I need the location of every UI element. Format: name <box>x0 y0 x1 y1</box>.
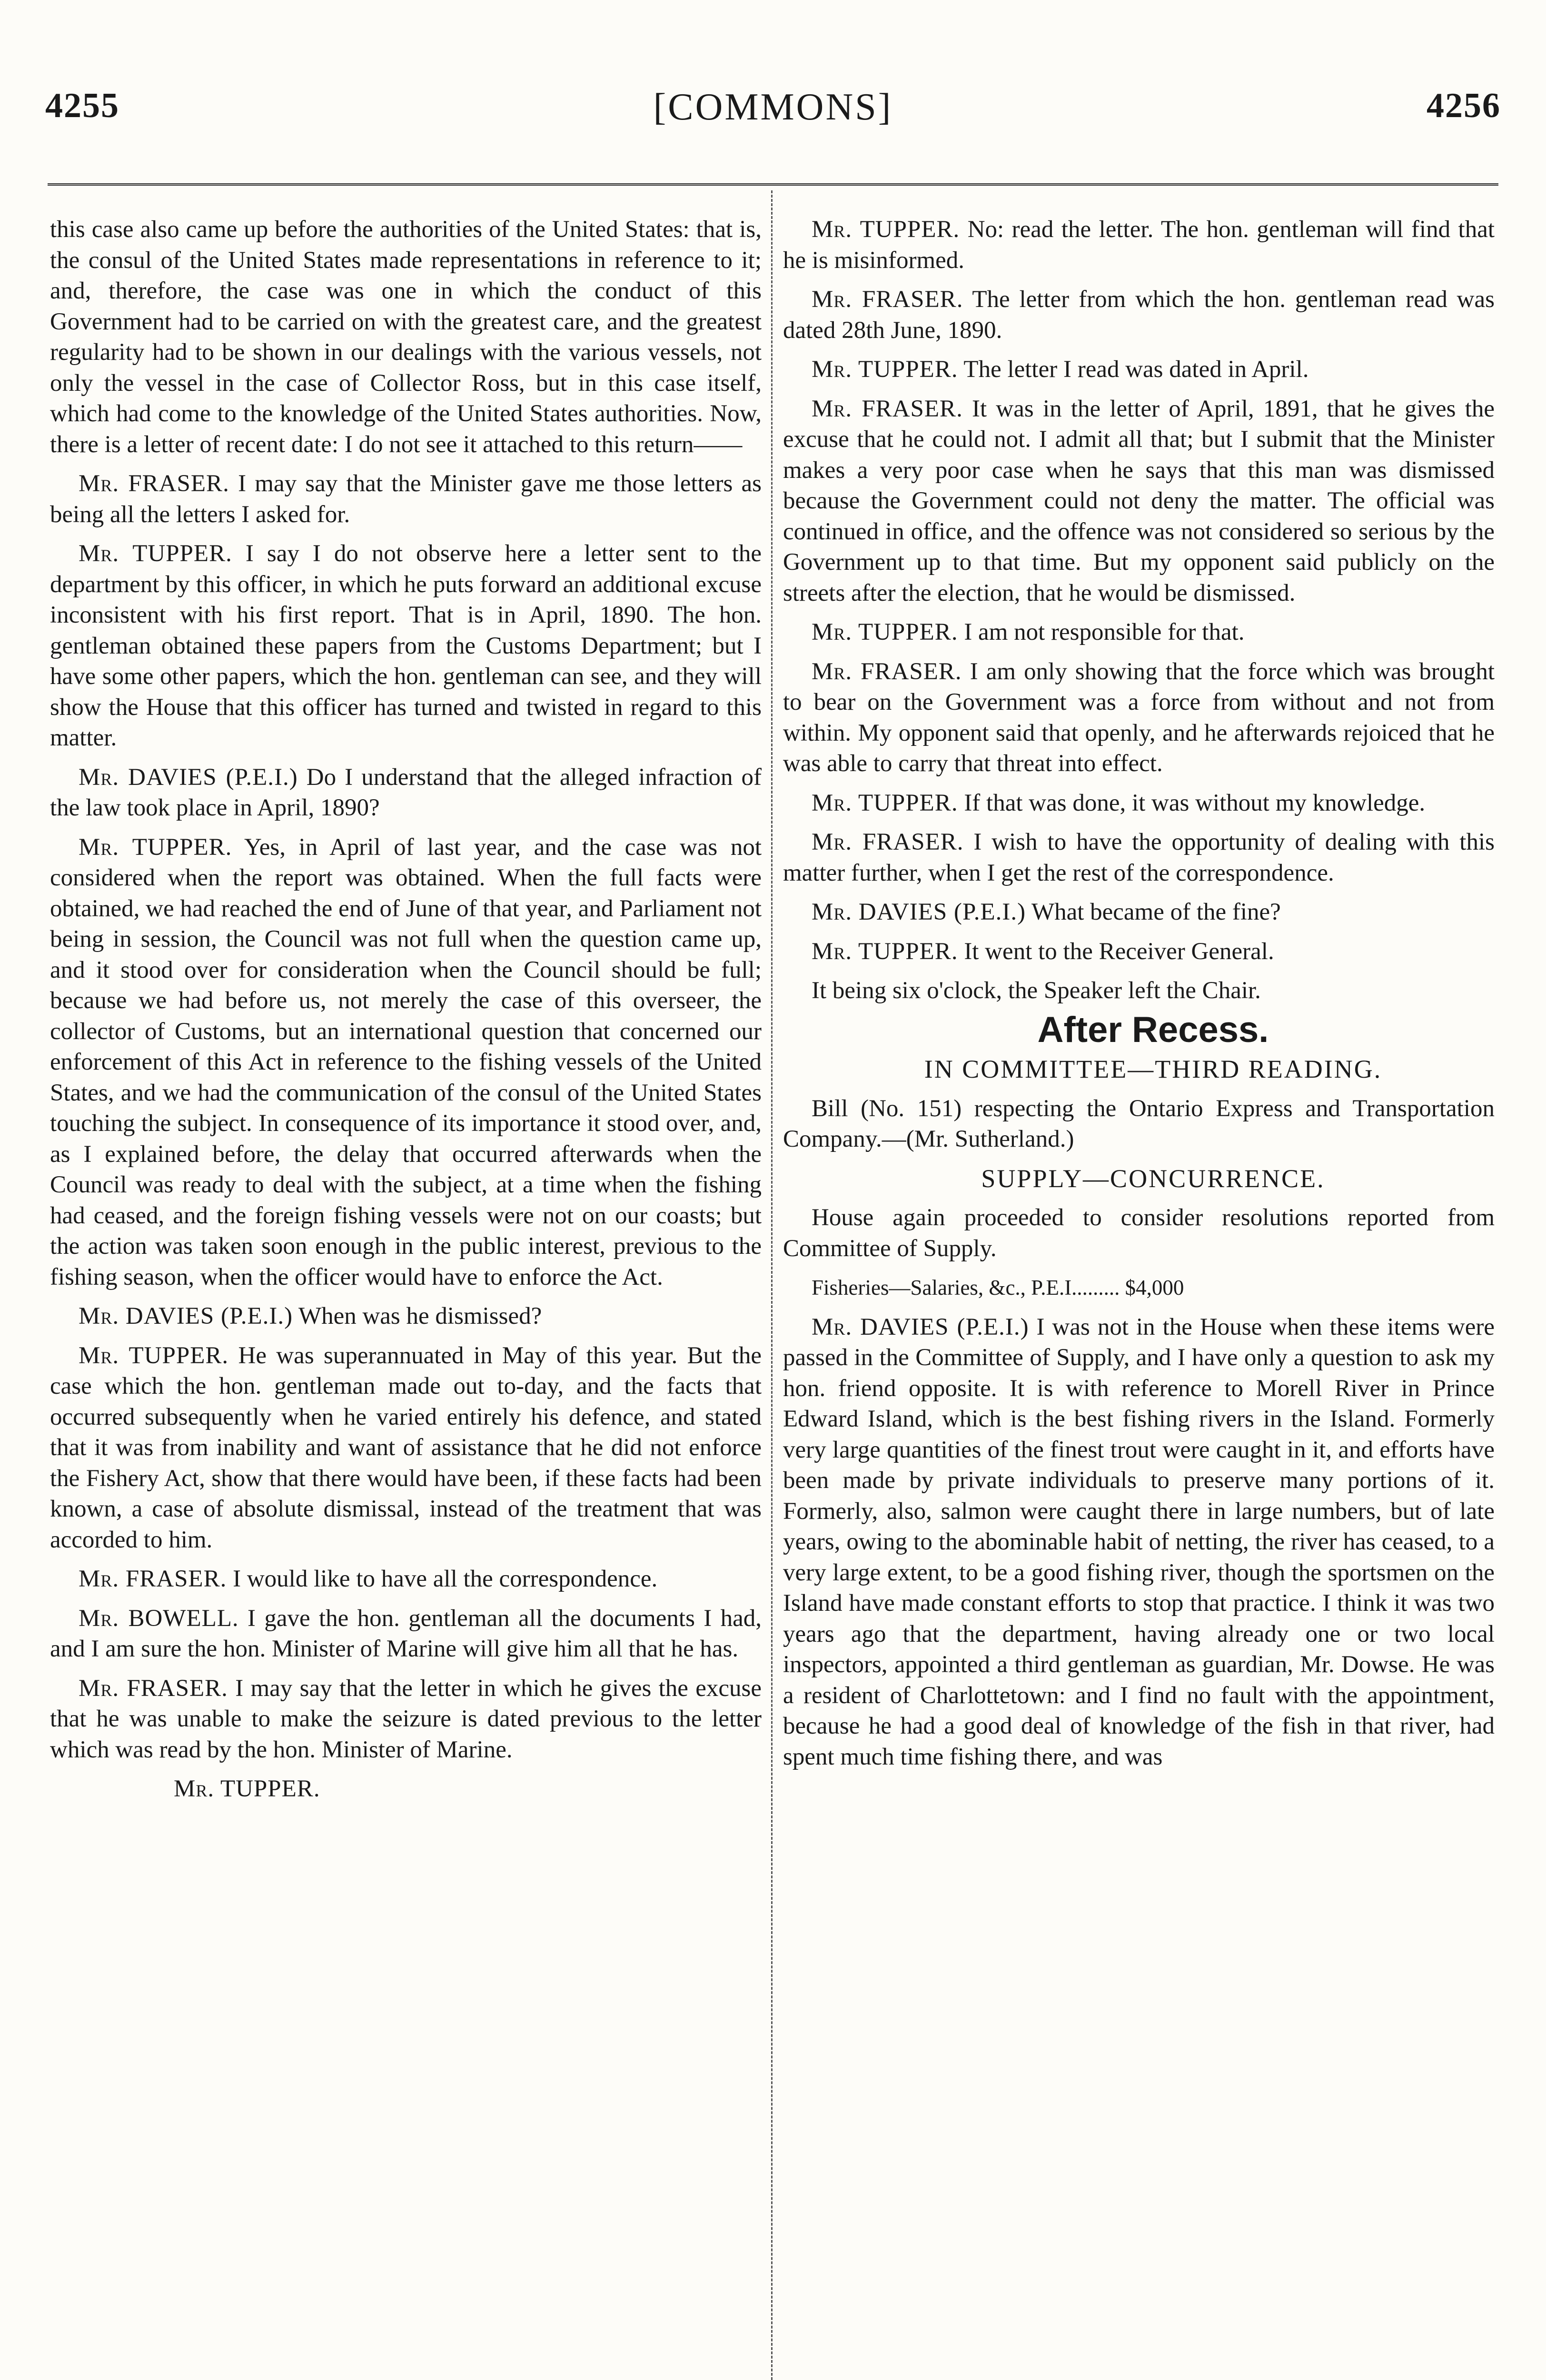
right-column <box>783 214 1495 2380</box>
speaker: Mr. TUPPER. <box>812 789 958 816</box>
left-column <box>50 214 762 2380</box>
speaker: Mr. TUPPER. <box>812 356 958 383</box>
left-page-number: 4255 <box>45 86 119 125</box>
supply-heading: SUPPLY—CONCURRENCE. <box>981 1164 1325 1193</box>
speaker: Mr. TUPPER. <box>812 619 958 645</box>
paragraph: Mr. FRASER. I may say that the letter in which he gives the excuse that he was unable to make the seizure is dated previous to the letter which was read by the hon. Minister of Marine. <box>50 1675 762 1763</box>
bill-paragraph: Bill (No. 151) respecting the Ontario Express and Transportation Company.—(Mr. Sutherland.) <box>783 1095 1495 1152</box>
paragraph: Mr. FRASER. It was in the letter of April, 1891, that he gives the excuse that he could not. I admit all that; but I submit that the Minister makes a very poor case when he says that this man was dismissed because the Government could not deny the matter. The official was continued in office, and the offence was not considered so serious by the Government up to that time. But my opponent said publicly on the streets after the election, that he would be dismissed. <box>783 395 1495 606</box>
speaker: Mr. FRASER. <box>79 470 229 497</box>
header-rule <box>48 183 1498 186</box>
catchword: Mr. TUPPER. <box>174 1775 320 1802</box>
paragraph: Mr. DAVIES (P.E.I.) I was not in the House when these items were passed in the Committee of Supply, and I have only a question to ask my hon. friend opposite. It is with reference to Morell River in Prince Edward Island, which is the best fishing rivers in the Island. Formerly very large quantities of the finest trout were caught in it, and efforts have been made by private individuals to preserve many portions of it. Formerly, also, salmon were caught there in large numbers, but of late years, owing to the abominable habit of netting, the river has ceased, to a very large extent, to be a good fishing river, though the sportsmen on the Island have made constant efforts to stop that practice. I think it was two years ago that the department, having already one or two local inspectors, appointed a third gentleman as guardian, Mr. Dowse. He was a resident of Charlottetown: and I find no fault with the appointment, because he had a good deal of knowledge of the fish in that river, had spent much time fishing there, and was <box>783 1313 1495 1770</box>
speaker: Mr. TUPPER. <box>79 1342 229 1369</box>
speaker: Mr. DAVIES (P.E.I.) <box>812 1313 1029 1340</box>
speaker: Mr. TUPPER. <box>79 833 232 861</box>
paragraph: Mr. FRASER. I would like to have all the correspondence. <box>79 1566 658 1592</box>
page-header <box>45 86 1501 138</box>
paragraph: Mr. TUPPER. Yes, in April of last year, and the case was not considered when the report was obtained. When the full facts were obtained, we had reached the end of June of that year, and Parliament not being in session, the Council was not full when the question came up, and it stood over for consideration when the Council should be full; because we had before us, not merely the case of this overseer, the collector of Customs, but an international question that concerned our enforcement of this Act in reference to the fishing vessels of the United States, and we had the communication of the consul of the United States touching the subject. In consequence of its importance it stood over, and, as I explained before, the delay that occurred afterwards when the Council was ready to deal with the subject, at a time when the fishing had ceased, and the foreign fishing vessels were not on our coasts; but the action was taken soon enough in the public interest, previous to the fishing season, when the officer would have to enforce the Act. <box>50 833 762 1290</box>
paragraph: Mr. TUPPER. It went to the Receiver General. <box>812 938 1274 965</box>
paragraph: Mr. FRASER. The letter from which the hon. gentleman read was dated 28th June, 1890. <box>783 286 1495 344</box>
supply-paragraph: House again proceeded to consider resolutions reported from Committee of Supply. <box>783 1204 1495 1262</box>
speaker: Mr. DAVIES (P.E.I.) <box>812 899 1026 925</box>
paragraph: Mr. TUPPER. I am not responsible for that. <box>812 619 1245 645</box>
speaker: Mr. TUPPER. <box>812 938 958 965</box>
paragraph: Mr. FRASER. I may say that the Minister gave me those letters as being all the letters I asked for. <box>50 470 762 528</box>
paragraph: Mr. DAVIES (P.E.I.) Do I understand that the alleged infraction of the law took place in April, 1890? <box>50 764 762 821</box>
paragraph: Mr. TUPPER. The letter I read was dated in April. <box>812 356 1309 383</box>
speaker: Mr. TUPPER. <box>79 540 232 567</box>
paragraph: Mr. BOWELL. I gave the hon. gentleman all the documents I had, and I am sure the hon. Minister of Marine will give him all that he has. <box>50 1605 762 1662</box>
paragraph: It being six o'clock, the Speaker left the Chair. <box>812 977 1261 1004</box>
paragraph: Mr. TUPPER. If that was done, it was without my knowledge. <box>812 789 1426 816</box>
speaker: Mr. TUPPER. <box>812 216 960 243</box>
estimate-item: Fisheries—Salaries, &c., P.E.I......... $4,000 <box>812 1276 1184 1299</box>
speaker: Mr. FRASER. <box>812 829 964 855</box>
committee-heading: IN COMMITTEE—THIRD READING. <box>924 1055 1382 1083</box>
speaker: Mr. FRASER. <box>812 286 963 313</box>
paragraph: Mr. FRASER. I wish to have the opportunity of dealing with this matter further, when I get the rest of the correspondence. <box>783 829 1495 886</box>
column-divider <box>771 190 773 2380</box>
paragraph: Mr. DAVIES (P.E.I.) What became of the fine? <box>812 899 1281 925</box>
page-title: [COMMONS] <box>653 86 893 128</box>
paragraph: this case also came up before the authorities of the United States: that is, the consul of the United States made representations in reference to it; and, therefore, the case was one in which the conduct of this Government had to be carried on with the greatest care, and the greatest regularity had to be shown in our dealings with the various vessels, not only the vessel in the case of Collector Ross, but in this case itself, which had come to the knowledge of the United States authorities. Now, there is a letter of recent date: I do not see it attached to this return—— <box>50 216 762 458</box>
paragraph: Mr. FRASER. I am only showing that the force which was brought to bear on the Government was a force from without and not from within. My opponent said that openly, and he afterwards rejoiced that he was able to carry that threat into effect. <box>783 658 1495 777</box>
speaker: Mr. FRASER. <box>79 1675 228 1702</box>
speaker: Mr. DAVIES (P.E.I.) <box>79 764 298 791</box>
speaker: Mr. FRASER. <box>812 658 962 685</box>
paragraph: Mr. TUPPER. No: read the letter. The hon. gentleman will find that he is misinformed. <box>783 216 1495 274</box>
speaker: Mr. FRASER. <box>79 1566 227 1592</box>
speaker: Mr. DAVIES (P.E.I.) <box>79 1303 293 1329</box>
speaker: Mr. BOWELL. <box>79 1605 239 1632</box>
right-page-number: 4256 <box>1427 86 1501 125</box>
speaker: Mr. FRASER. <box>812 395 963 422</box>
paragraph: Mr. TUPPER. He was superannuated in May of this year. But the case which the hon. gentleman made out to-day, and the facts that occurred subsequently when he varied entirely his defence, and stated that it was from inability and want of assistance that he did not enforce the Fishery Act, show that there would have been, if these facts had been known, a case of absolute dismissal, instead of the treatment that was accorded to him. <box>50 1342 762 1553</box>
paragraph: Mr. DAVIES (P.E.I.) When was he dismissed? <box>79 1303 542 1329</box>
after-recess-heading: After Recess. <box>1037 1009 1269 1050</box>
paragraph: Mr. TUPPER. I say I do not observe here a letter sent to the department by this officer, in which he puts forward an additional excuse inconsistent with his first report. That is in April, 1890. The hon. gentleman obtained these papers from the Customs Department; but I have some other papers, which the hon. gentleman can see, and they will show the House that this officer has turned and twisted in regard to this matter. <box>50 540 762 751</box>
